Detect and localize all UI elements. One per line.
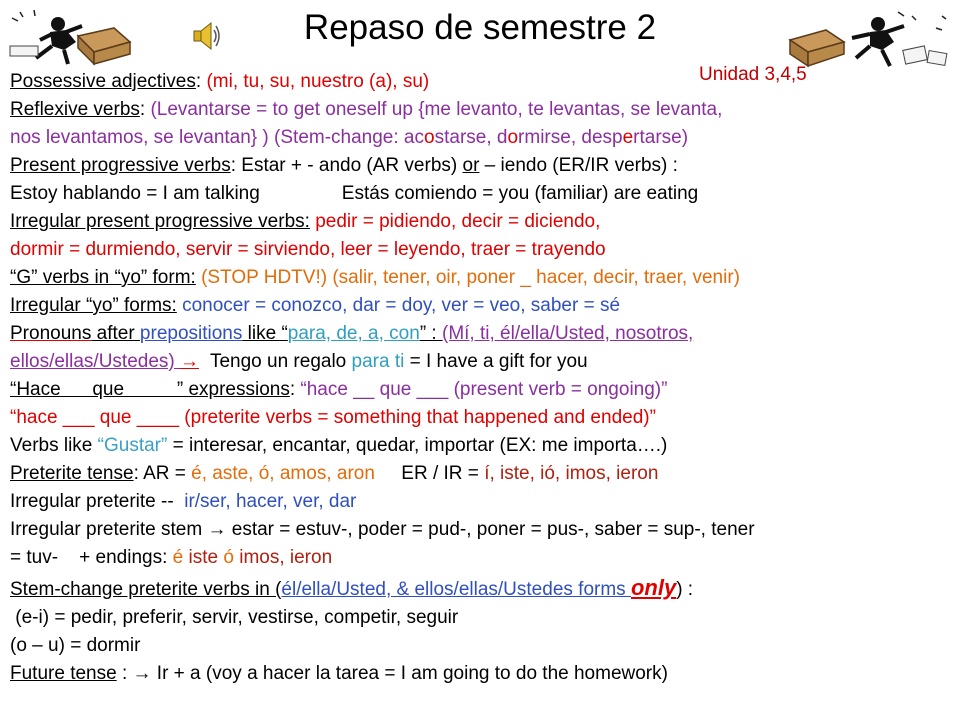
right-arrow-icon: → — [180, 351, 200, 372]
line-preterite-tense: Preterite tense: AR = é, aste, ó, amos, aron ER / IR = í, iste, ió, imos, ieron — [10, 463, 659, 484]
unit-label: Unidad 3,4,5 — [699, 64, 807, 85]
line-progressive-examples: Estoy hablando = I am talking Estás comiendo = you (familiar) are eating — [10, 183, 699, 204]
right-arrow-icon: → — [132, 663, 152, 684]
line-pronouns-after-prepositions: Pronouns after prepositions like “para, de, a, con” : (Mí, ti, él/ella/Usted, nosotros, — [10, 323, 694, 344]
line-reflexive-verbs-cont: nos levantamos, se levantan} ) (Stem-change: acostarse, dormirse, despertarse) — [10, 127, 689, 148]
line-stem-change-preterite: Stem-change preterite verbs in (él/ella/Usted, & ellos/ellas/Ustedes forms only) : — [10, 575, 694, 600]
line-irregular-progressive-cont: dormir = durmiendo, servir = sirviendo, leer = leyendo, traer = trayendo — [10, 239, 606, 260]
line-hace-que-expressions: “Hace que ” expressions: “hace __ que ___ (present verb = ongoing)” — [10, 379, 668, 400]
line-pronouns-cont: ellos/ellas/Ustedes) → Tengo un regalo para ti = I have a gift for you — [10, 351, 588, 372]
line-present-progressive: Present progressive verbs: Estar + - ando (AR verbs) or – iendo (ER/IR verbs) : — [10, 155, 678, 176]
line-g-verbs: “G” verbs in “yo” form: (STOP HDTV!) (salir, tener, oir, poner _ hacer, decir, traer, venir) — [10, 267, 740, 288]
line-irregular-progressive: Irregular present progressive verbs: pedir = pidiendo, decir = diciendo, — [10, 211, 601, 232]
line-e-i-verbs: (e-i) = pedir, preferir, servir, vestirse, competir, seguir — [10, 607, 459, 628]
line-future-tense: Future tense : → Ir + a (voy a hacer la tarea = I am going to do the homework) — [10, 663, 668, 684]
line-preterite-endings: = tuv- + endings: é iste ó imos, ieron — [10, 547, 333, 568]
line-irregular-yo-forms: Irregular “yo” forms: conocer = conozco, dar = doy, ver = veo, saber = sé — [10, 295, 621, 316]
line-o-u-verbs: (o – u) = dormir — [10, 635, 141, 656]
page-title: Repaso de semestre 2 — [303, 8, 657, 47]
right-arrow-icon: → — [207, 519, 227, 540]
line-irregular-preterite: Irregular preterite -- ir/ser, hacer, ver, dar — [10, 491, 357, 512]
line-possessive-adjectives: Possessive adjectives: (mi, tu, su, nuestro (a), su) — [10, 71, 430, 92]
line-irregular-preterite-stem: Irregular preterite stem → estar = estuv-, poder = pud-, poner = pus-, saber = sup-, tener — [10, 519, 755, 540]
line-verbs-like-gustar: Verbs like “Gustar” = interesar, encantar, quedar, importar (EX: me importa….) — [10, 435, 668, 456]
line-reflexive-verbs: Reflexive verbs: (Levantarse = to get oneself up {me levanto, te levantas, se levanta, — [10, 99, 723, 120]
line-hace-que-preterite: “hace ___ que ____ (preterite verbs = something that happened and ended)” — [10, 407, 656, 428]
